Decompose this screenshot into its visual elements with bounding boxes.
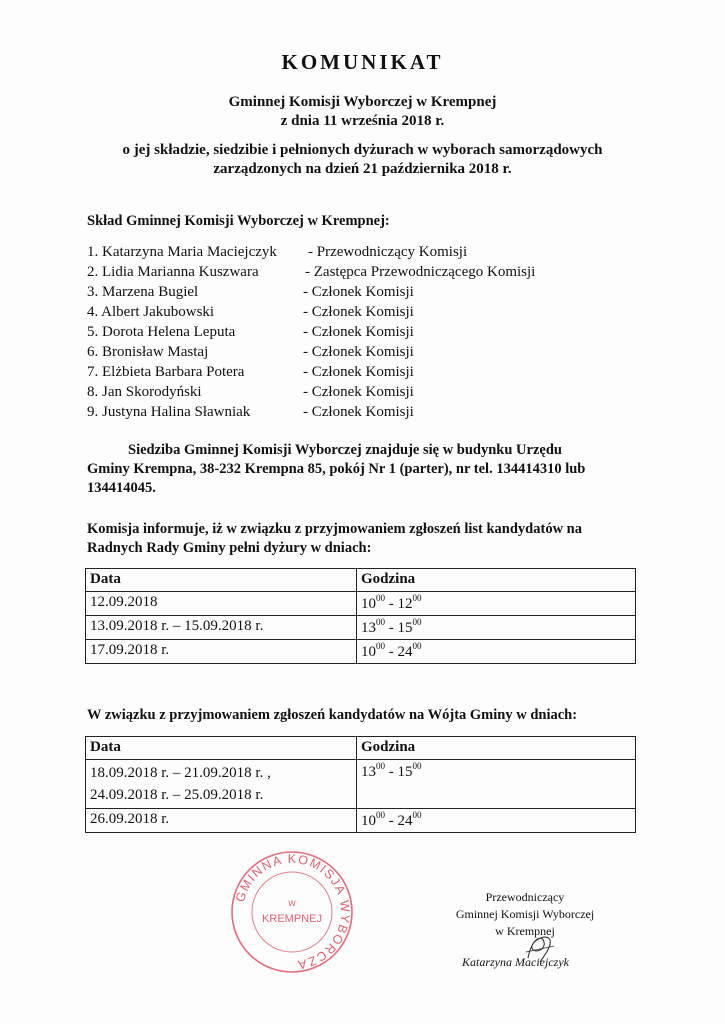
member-name: 4. Albert Jakubowski <box>87 304 215 320</box>
subject-line-2: zarządzonych na dzień 21 października 2018 r. <box>213 161 512 177</box>
member-role: - Członek Komisji <box>303 324 414 340</box>
seat-line-3: 134414045. <box>87 480 156 496</box>
table-row <box>86 809 636 833</box>
member-list <box>0 243 725 433</box>
hour-cell: $10^{00} - 24^{00}$ <box>357 809 636 833</box>
stamp-outer-text: GMINNA KOMISJA WYBORCZA <box>233 851 353 972</box>
list-item <box>0 383 725 402</box>
official-stamp <box>228 848 356 976</box>
signature-title-1: Przewodniczący <box>485 890 565 904</box>
signature-name: Katarzyna Maciejczyk <box>462 955 569 969</box>
duty1-intro-line-1: Komisja informuje, iż w związku z przyjmowaniem zgłoszeń list kandydatów na <box>87 521 582 537</box>
date-cell: 13.09.2018 r. – 15.09.2018 r. <box>86 616 357 640</box>
member-role: - Członek Komisji <box>303 284 414 300</box>
list-item <box>0 303 725 322</box>
seat-line-2: Gminy Krempna, 38-232 Krempna 85, pokój Nr 1 (parter), nr tel. 134414310 lub <box>87 461 586 477</box>
signature-title-2: Gminnej Komisji Wyborczej <box>455 907 595 921</box>
date-column-header: Data <box>86 737 357 760</box>
member-role: - Przewodniczący Komisji <box>308 244 468 260</box>
member-role: - Członek Komisji <box>303 304 414 320</box>
table-row <box>86 640 636 664</box>
issuer-line: Gminnej Komisji Wyborczej w Krempnej <box>228 94 497 110</box>
table-row <box>86 616 636 640</box>
stamp-inner-w: w <box>288 898 296 909</box>
date-cell: 17.09.2018 r. <box>86 640 357 664</box>
list-item <box>0 403 725 422</box>
member-name: 9. Justyna Halina Sławniak <box>87 404 251 420</box>
date-column-header: Data <box>86 569 357 592</box>
member-name: 3. Marzena Bugiel <box>87 284 199 300</box>
list-item <box>0 263 725 282</box>
table-header-row <box>86 569 636 592</box>
signature-title-3: w Krempnej <box>495 924 555 938</box>
member-name: 6. Bronisław Mastaj <box>87 344 209 360</box>
date-line: z dnia 11 września 2018 r. <box>280 113 445 129</box>
member-name: 2. Lidia Marianna Kuszwara <box>87 264 259 280</box>
document-title: KOMUNIKAT <box>281 50 444 74</box>
date-cell: 12.09.2018 <box>86 592 357 616</box>
hour-cell: $10^{00} - 12^{00}$ <box>357 592 636 616</box>
list-item <box>0 243 725 262</box>
member-name: 7. Elżbieta Barbara Potera <box>87 364 245 380</box>
date-cell: 26.09.2018 r. <box>86 809 357 833</box>
hour-cell: $13^{00} - 15^{00}$ <box>357 616 636 640</box>
composition-heading: Skład Gminnej Komisji Wyborczej w Krempnej: <box>87 213 390 229</box>
list-item <box>0 283 725 302</box>
member-role: - Zastępca Przewodniczącego Komisji <box>305 264 536 280</box>
list-item <box>0 343 725 362</box>
member-role: - Członek Komisji <box>303 404 414 420</box>
list-item <box>0 363 725 382</box>
member-role: - Członek Komisji <box>303 384 414 400</box>
duty2-table <box>85 736 636 833</box>
list-item <box>0 323 725 342</box>
stamp-inner-place: KREMPNEJ <box>262 913 322 925</box>
hour-cell: $13^{00} - 15^{00}$ <box>357 760 636 809</box>
hour-cell: $10^{00} - 24^{00}$ <box>357 640 636 664</box>
member-role: - Członek Komisji <box>303 364 414 380</box>
hour-column-header: Godzina <box>357 737 636 760</box>
duty1-table <box>85 568 636 664</box>
table-row <box>86 760 636 809</box>
hour-column-header: Godzina <box>357 569 636 592</box>
table-row <box>86 592 636 616</box>
member-name: 5. Dorota Helena Leputa <box>87 324 236 340</box>
member-role: - Członek Komisji <box>303 344 414 360</box>
member-name: 8. Jan Skorodyński <box>87 384 202 400</box>
date-cell: 18.09.2018 r. – 21.09.2018 r. , 24.09.2018 r. – 25.09.2018 r. <box>86 760 357 809</box>
seat-line-1: Siedziba Gminnej Komisji Wyborczej znajduje się w budynku Urzędu <box>128 442 562 458</box>
subject-line-1: o jej składzie, siedzibie i pełnionych dyżurach w wyborach samorządowych <box>122 142 603 158</box>
duty2-intro: W związku z przyjmowaniem zgłoszeń kandydatów na Wójta Gminy w dniach: <box>87 707 578 723</box>
duty1-intro-line-2: Radnych Rady Gminy pełni dyżury w dniach: <box>87 540 372 556</box>
member-name: 1. Katarzyna Maria Maciejczyk <box>87 244 277 260</box>
table-header-row <box>86 737 636 760</box>
